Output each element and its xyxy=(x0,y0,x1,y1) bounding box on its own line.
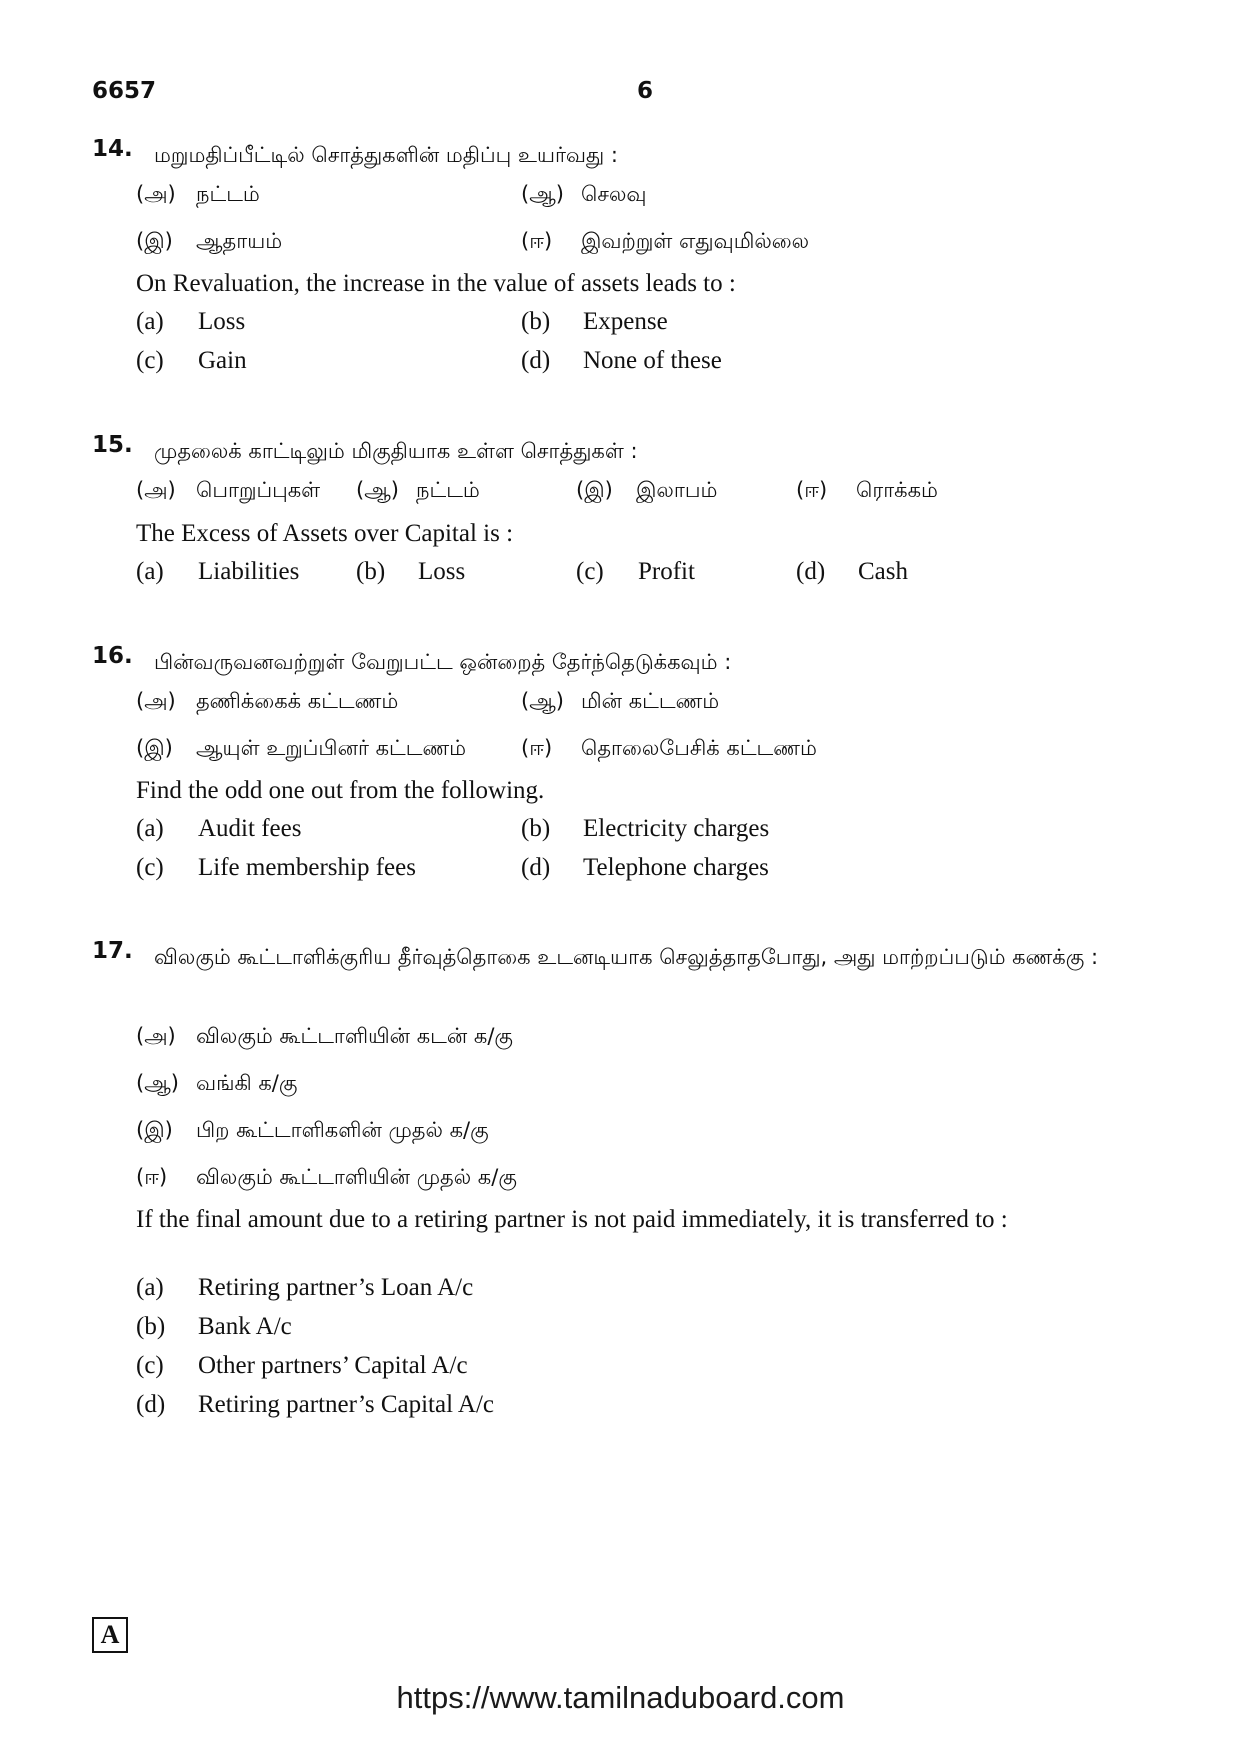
option-label: (அ) xyxy=(136,478,176,502)
option-label: (c) xyxy=(136,347,164,374)
option-label: (a) xyxy=(136,558,164,585)
option-text: செலவு xyxy=(581,182,647,206)
english-option-c xyxy=(136,347,247,375)
option-label: (c) xyxy=(136,854,164,881)
english-option-a xyxy=(136,815,301,843)
tamil-option-2 xyxy=(521,182,647,209)
question-15 xyxy=(92,432,1152,612)
option-label: (b) xyxy=(136,1313,166,1340)
option-label: (b) xyxy=(521,815,551,842)
english-option-a xyxy=(136,308,245,336)
option-text: Audit fees xyxy=(198,815,302,842)
option-text: Retiring partner’s Loan A/c xyxy=(198,1274,474,1301)
question-text-tamil: முதலைக் காட்டிலும் மிகுதியாக உள்ள சொத்துகள் : xyxy=(154,439,638,463)
option-label: (ஈ) xyxy=(796,478,828,502)
option-label: (ஈ) xyxy=(136,1165,168,1189)
option-text: ரொக்கம் xyxy=(856,478,938,502)
option-text: Loss xyxy=(198,308,246,335)
option-text: Liabilities xyxy=(198,558,300,585)
question-16 xyxy=(92,643,1152,903)
option-text: நட்டம் xyxy=(416,478,480,502)
question-text-english: Find the odd one out from the following. xyxy=(136,777,545,804)
option-label: (ஈ) xyxy=(521,736,553,760)
english-option-d xyxy=(521,854,769,882)
option-label: (a) xyxy=(136,815,164,842)
page-header xyxy=(92,78,1149,118)
option-label: (a) xyxy=(136,1274,164,1301)
option-text: Electricity charges xyxy=(583,815,770,842)
option-text: Bank A/c xyxy=(198,1313,292,1340)
question-text-tamil: பின்வருவனவற்றுள் வேறுபட்ட ஒன்றைத் தேர்ந்தெடுக்கவும் : xyxy=(154,650,732,674)
tamil-option-1 xyxy=(136,182,260,209)
tamil-option-3 xyxy=(136,736,466,763)
tamil-option-4 xyxy=(796,478,938,505)
option-label: (ஈ) xyxy=(521,229,553,253)
option-text: None of these xyxy=(583,347,722,374)
english-option-c xyxy=(576,558,695,586)
footer-url[interactable]: https://www.tamilnaduboard.com xyxy=(396,1680,845,1715)
option-text: Gain xyxy=(198,347,247,374)
option-text: Cash xyxy=(858,558,908,585)
option-text: இலாபம் xyxy=(636,478,718,502)
option-label: (b) xyxy=(521,308,551,335)
tamil-option-3 xyxy=(136,229,282,256)
english-option-a xyxy=(136,1274,473,1302)
tamil-option-4 xyxy=(521,736,817,763)
english-option-b xyxy=(136,1313,292,1341)
option-label: (இ) xyxy=(136,229,173,253)
option-text: Loss xyxy=(418,558,466,585)
option-label: (d) xyxy=(521,854,551,881)
english-option-d xyxy=(136,1391,494,1419)
tamil-option-3 xyxy=(576,478,717,505)
question-text-english: On Revaluation, the increase in the value of assets leads to : xyxy=(136,270,736,297)
option-text: Profit xyxy=(638,558,695,585)
english-option-d xyxy=(796,558,908,586)
option-label: (b) xyxy=(356,558,386,585)
tamil-option-1 xyxy=(136,478,320,505)
option-label: (c) xyxy=(576,558,604,585)
option-text: இவற்றுள் எதுவுமில்லை xyxy=(581,229,810,253)
english-option-b xyxy=(356,558,465,586)
option-label: (இ) xyxy=(576,478,613,502)
option-label: (c) xyxy=(136,1352,164,1379)
option-text: மின் கட்டணம் xyxy=(581,689,720,713)
question-number: 14. xyxy=(92,136,133,162)
option-text: தொலைபேசிக் கட்டணம் xyxy=(581,736,817,760)
page-number: 6 xyxy=(637,78,654,104)
english-option-d xyxy=(521,347,722,375)
tamil-option-1 xyxy=(136,689,398,716)
question-17 xyxy=(92,938,1152,1578)
option-label: (ஆ) xyxy=(521,182,564,206)
question-text-english: If the final amount due to a retiring partner is not paid immediately, it is transferred to : xyxy=(136,1206,1008,1233)
question-number: 15. xyxy=(92,432,133,458)
option-text: ஆயுள் உறுப்பினர் கட்டணம் xyxy=(196,736,467,760)
english-option-c xyxy=(136,1352,468,1380)
option-label: (அ) xyxy=(136,689,176,713)
option-text: வங்கி க/கு xyxy=(196,1071,298,1095)
tamil-option-3 xyxy=(136,1118,489,1145)
tamil-option-1 xyxy=(136,1024,513,1051)
option-text: Other partners’ Capital A/c xyxy=(198,1352,468,1379)
option-text: விலகும் கூட்டாளியின் கடன் க/கு xyxy=(196,1024,513,1048)
english-option-b xyxy=(521,815,769,843)
option-label: (d) xyxy=(796,558,826,585)
tamil-option-2 xyxy=(356,478,480,505)
option-text: ஆதாயம் xyxy=(196,229,283,253)
tamil-option-4 xyxy=(136,1165,517,1192)
tamil-option-4 xyxy=(521,229,809,256)
english-option-b xyxy=(521,308,668,336)
option-text: Retiring partner’s Capital A/c xyxy=(198,1391,494,1418)
english-option-c xyxy=(136,854,416,882)
option-label: (அ) xyxy=(136,1024,176,1048)
option-label: (ஆ) xyxy=(136,1071,179,1095)
option-text: தணிக்கைக் கட்டணம் xyxy=(196,689,399,713)
option-label: (d) xyxy=(136,1391,166,1418)
tamil-option-2 xyxy=(136,1071,297,1098)
question-number: 16. xyxy=(92,643,133,669)
option-text: பிற கூட்டாளிகளின் முதல் க/கு xyxy=(196,1118,489,1142)
option-label: (இ) xyxy=(136,1118,173,1142)
option-label: (ஆ) xyxy=(521,689,564,713)
option-text: Telephone charges xyxy=(583,854,769,881)
tamil-option-2 xyxy=(521,689,719,716)
question-number: 17. xyxy=(92,938,133,964)
option-label: (a) xyxy=(136,308,164,335)
question-text-tamil: விலகும் கூட்டாளிக்குரிய தீர்வுத்தொகை உடனடியாக செலுத்தாதபோது, அது மாற்றப்படும் கணக்கு : xyxy=(154,945,1099,969)
question-text-english: The Excess of Assets over Capital is : xyxy=(136,520,514,547)
option-text: Expense xyxy=(583,308,668,335)
option-text: நட்டம் xyxy=(196,182,260,206)
option-text: பொறுப்புகள் xyxy=(196,478,321,502)
question-14 xyxy=(92,136,1152,396)
option-label: (ஆ) xyxy=(356,478,399,502)
option-label: (அ) xyxy=(136,182,176,206)
question-text-tamil: மறுமதிப்பீட்டில் சொத்துகளின் மதிப்பு உயர்வது : xyxy=(154,143,618,167)
question-set-box: A xyxy=(92,1617,128,1653)
option-text: விலகும் கூட்டாளியின் முதல் க/கு xyxy=(196,1165,517,1189)
paper-code: 6657 xyxy=(92,78,157,104)
option-text: Life membership fees xyxy=(198,854,416,881)
english-option-a xyxy=(136,558,299,586)
option-label: (இ) xyxy=(136,736,173,760)
option-label: (d) xyxy=(521,347,551,374)
